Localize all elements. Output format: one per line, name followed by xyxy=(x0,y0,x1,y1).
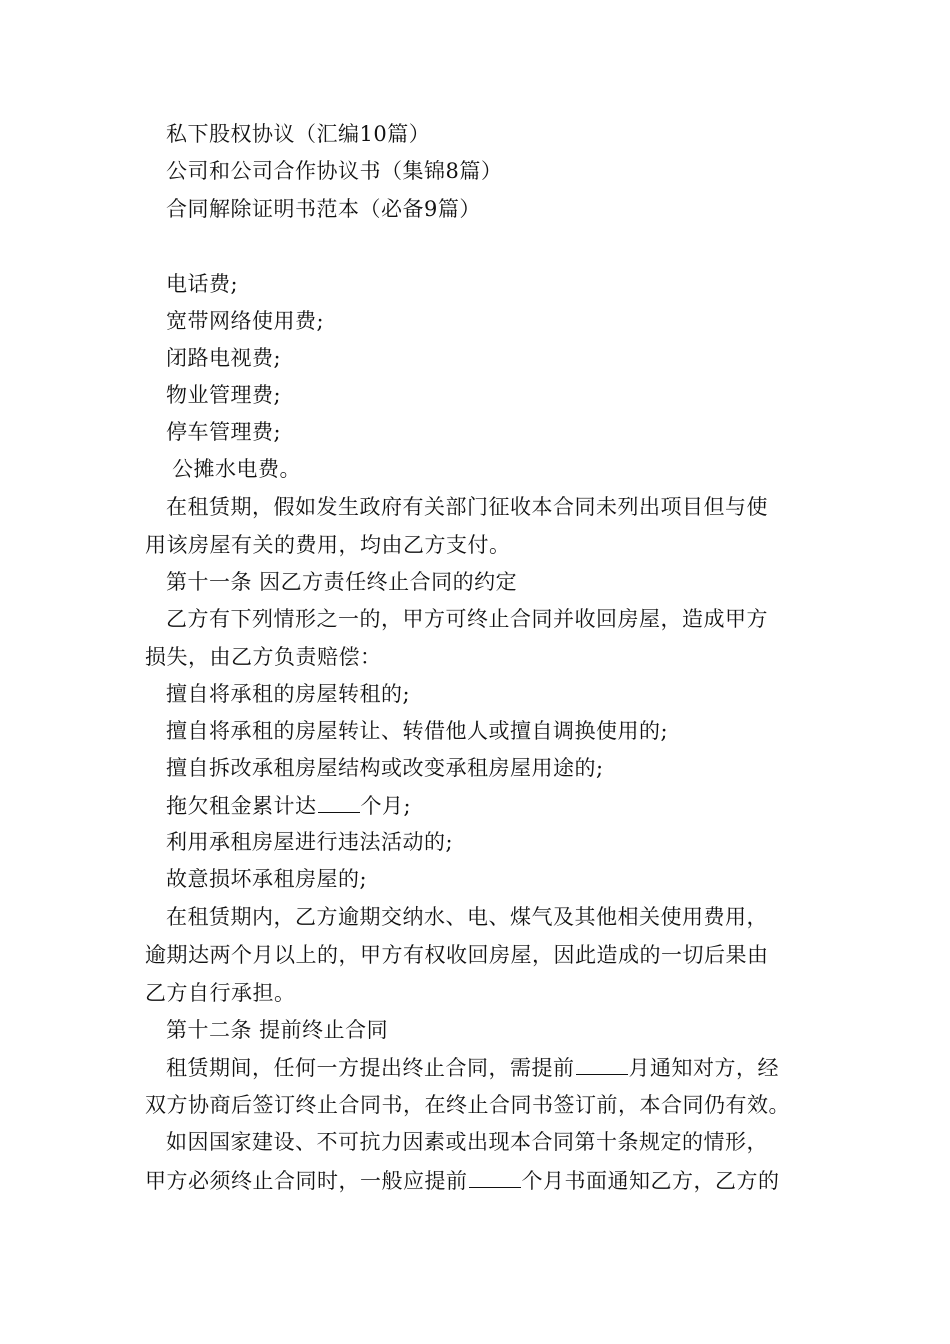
paragraph-line: 乙方有下列情形之一的，甲方可终止合同并收回房屋，造成甲方 xyxy=(166,607,768,631)
list-item xyxy=(166,793,411,818)
paragraph-line: 在租赁期内，乙方逾期交纳水、电、煤气及其他相关使用费用， xyxy=(166,905,768,929)
paragraph-line xyxy=(166,1055,779,1080)
list-item-text: 个月; xyxy=(360,794,412,818)
article-12-title: 第十二条 提前终止合同 xyxy=(166,1018,389,1042)
paragraph-text: 租赁期间，任何一方提出终止合同，需提前 xyxy=(166,1056,575,1080)
paragraph-text: 月通知对方，经 xyxy=(628,1056,779,1080)
paragraph-line: 双方协商后签订终止合同书，在终止合同书签订前，本合同仍有效。 xyxy=(145,1093,790,1117)
fee-item: 停车管理费; xyxy=(166,420,282,444)
paragraph-line: 在租赁期，假如发生政府有关部门征收本合同未列出项目但与使 xyxy=(166,495,768,519)
fee-item: 物业管理费; xyxy=(166,383,282,407)
blank-underline xyxy=(318,793,360,813)
blank-underline xyxy=(576,1055,628,1075)
paragraph-line xyxy=(145,1168,780,1193)
paragraph-line: 逾期达两个月以上的，甲方有权收回房屋，因此造成的一切后果由 xyxy=(145,943,769,967)
paragraph-line: 损失，由乙方负责赔偿： xyxy=(145,645,382,669)
blank-underline xyxy=(469,1168,521,1188)
article-11-title: 第十一条 因乙方责任终止合同的约定 xyxy=(166,570,518,594)
list-item-text: 拖欠租金累计达 xyxy=(166,794,317,818)
paragraph-text: 甲方必须终止合同时，一般应提前 xyxy=(145,1169,468,1193)
fee-item: 公摊水电费。 xyxy=(172,457,301,481)
list-item: 利用承租房屋进行违法活动的; xyxy=(166,830,454,854)
paragraph-line: 乙方自行承担。 xyxy=(145,981,296,1005)
related-link-1[interactable]: 私下股权协议（汇编10篇） xyxy=(166,122,431,146)
list-item: 擅自拆改承租房屋结构或改变承租房屋用途的; xyxy=(166,756,604,780)
related-link-3[interactable]: 合同解除证明书范本（必备9篇） xyxy=(166,197,481,221)
paragraph-line: 用该房屋有关的费用，均由乙方支付。 xyxy=(145,533,511,557)
list-item: 擅自将承租的房屋转租的; xyxy=(166,682,411,706)
fee-item: 闭路电视费; xyxy=(166,346,282,370)
paragraph-text: 个月书面通知乙方，乙方的 xyxy=(521,1169,780,1193)
fee-item: 电话费; xyxy=(166,272,239,296)
list-item: 故意损坏承租房屋的; xyxy=(166,867,368,891)
related-link-2[interactable]: 公司和公司合作协议书（集锦8篇） xyxy=(166,159,503,183)
list-item: 擅自将承租的房屋转让、转借他人或擅自调换使用的; xyxy=(166,719,669,743)
paragraph-line: 如因国家建设、不可抗力因素或出现本合同第十条规定的情形， xyxy=(166,1130,768,1154)
fee-item: 宽带网络使用费; xyxy=(166,309,325,333)
